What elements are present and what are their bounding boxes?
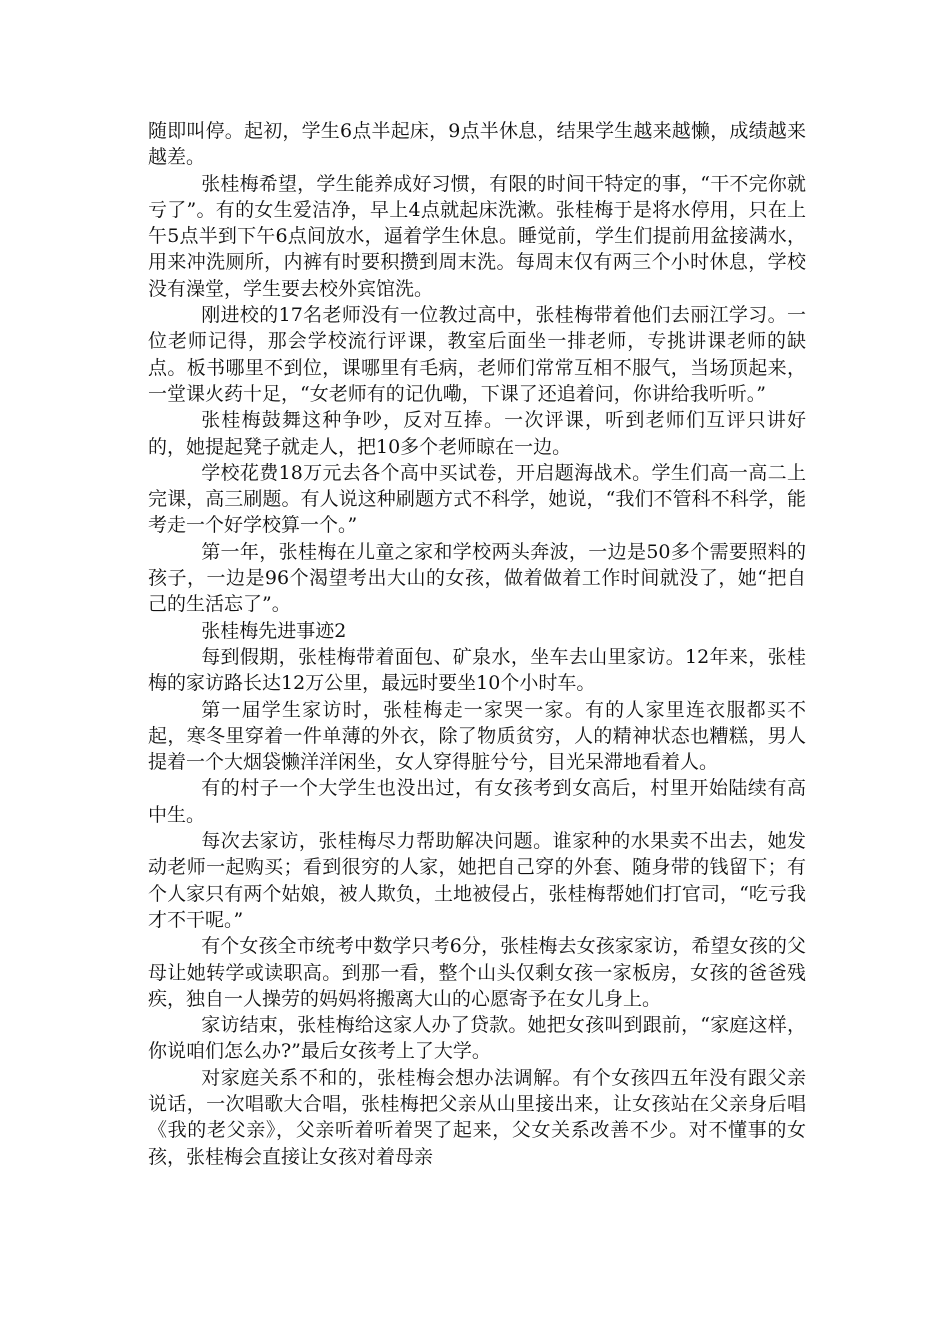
paragraph-2: 张桂梅希望，学生能养成好习惯，有限的时间干特定的事，“干不完你就亏了”。有的女生爱洁净，早上4点就起床洗漱。张桂梅于是将水停用，只在上午5点半到下午6点间放水，逼着学生休息。睡觉前，学生们提前用盆接满水，用来冲洗厕所，内裤有时要积攒到周末洗。每周末仅有两三个小时休息，学校没有澡堂，学生要去校外宾馆洗。: [148, 172, 806, 300]
paragraph-13: 对家庭关系不和的，张桂梅会想办法调解。有个女孩四五年没有跟父亲说话，一次唱歌大合唱，张桂梅把父亲从山里接出来，让女孩站在父亲身后唱《我的老父亲》，父亲听着听着哭了起来，父女关系改善不少。对不懂事的女孩，张桂梅会直接让女孩对着母亲: [148, 1066, 806, 1168]
paragraph-8: 第一届学生家访时，张桂梅走一家哭一家。有的人家里连衣服都买不起，寒冬里穿着一件单薄的外衣，除了物质贫穷，人的精神状态也糟糕，男人提着一个大烟袋懒洋洋闲坐，女人穿得脏兮兮，目光呆滞地看着人。: [148, 698, 806, 774]
paragraph-6: 第一年，张桂梅在儿童之家和学校两头奔波，一边是50多个需要照料的孩子，一边是96个渴望考出大山的女孩，做着做着工作时间就没了，她“把自己的生活忘了”。: [148, 540, 806, 616]
paragraph-7: 每到假期，张桂梅带着面包、矿泉水，坐车去山里家访。12年来，张桂梅的家访路长达12万公里，最远时要坐10个小时车。: [148, 645, 806, 695]
paragraph-3: 刚进校的17名老师没有一位教过高中，张桂梅带着他们去丽江学习。一位老师记得，那会学校流行评课，教室后面坐一排老师，专挑讲课老师的缺点。板书哪里不到位，课哪里有毛病，老师们常常互相不服气，当场顶起来，一堂课火药十足，“女老师有的记仇嘞，下课了还追着问，你讲给我听听。”: [148, 304, 806, 405]
section-heading: 张桂梅先进事迹2: [201, 619, 347, 642]
paragraph-11: 有个女孩全市统考中数学只考6分，张桂梅去女孩家家访，希望女孩的父母让她转学或读职高。到那一看，整个山头仅剩女孩一家板房，女孩的爸爸残疾，独自一人操劳的妈妈将搬离大山的心愿寄予在女儿身上。: [148, 935, 806, 1010]
paragraph-9: 有的村子一个大学生也没出过，有女孩考到女高后，村里开始陆续有高中生。: [148, 777, 806, 826]
paragraph-12: 家访结束，张桂梅给这家人办了贷款。她把女孩叫到跟前，“家庭这样，你说咱们怎么办?”最后女孩考上了大学。: [148, 1014, 806, 1063]
paragraph-5: 学校花费18万元去各个高中买试卷，开启题海战术。学生们高一高二上完课，高三刷题。有人说这种刷题方式不科学，她说，“我们不管科不科学，能考走一个好学校算一个。”: [148, 461, 806, 537]
document-body: [148, 118, 806, 1170]
paragraph-4: 张桂梅鼓舞这种争吵，反对互捧。一次评课，听到老师们互评只讲好的，她提起凳子就走人，把10多个老师晾在一边。: [148, 409, 806, 458]
paragraph-10: 每次去家访，张桂梅尽力帮助解决问题。谁家种的水果卖不出去，她发动老师一起购买；看到很穷的人家，她把自己穿的外套、随身带的钱留下；有个人家只有两个姑娘，被人欺负，土地被侵占，张桂梅帮她们打官司，“吃亏我才不干呢。”: [148, 830, 806, 931]
paragraph-1: 随即叫停。起初，学生6点半起床，9点半休息，结果学生越来越懒，成绩越来越差。: [148, 120, 806, 169]
